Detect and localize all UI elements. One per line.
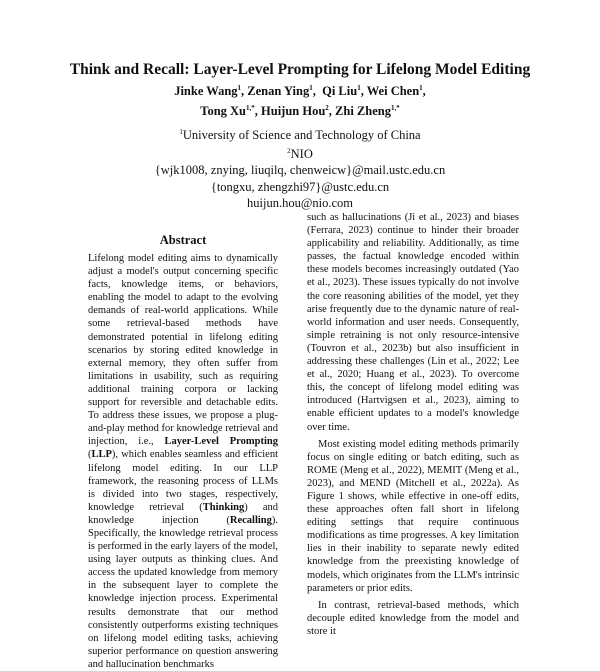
affiliation-2: $^2$NIO [287,147,313,162]
author-line-2 [90,100,510,120]
affiliation-1: $^1$University of Science and Technology of China [179,128,421,142]
affiliations [100,124,500,211]
author-line-1 [90,80,510,100]
email-line-3: huijun.hou@nio.com [247,195,353,210]
intro-paragraph-3: In contrast, retrieval-based methods, which decouple edited knowledge from the model and store it [307,599,519,637]
intro-paragraph-2: Most existing model editing methods primarily focus on single editing or batch editing, such as ROME (Meng et al., 2022), MEMIT (Meng et al., 2023), and MEND (Mitchell et al., 2022a). As Figure 1 shows, while effective in one-off edits, these approaches often fall short in lifelong editing settings that require continuous modifications as time progresses. A key limitation lies in their inability to separate newly edited knowledge from the preexisting knowledge of models, which originates from the LLM's intrinsic parameters or prior edits. [307,438,519,594]
email-line-1: {wjk1008, znying, liuqilq, chenweicw}@mail.ustc.edu.cn [154,163,446,178]
abstract-heading: Abstract [159,233,207,247]
paper-title: Think and Recall: Layer-Level Prompting for Lifelong Model Editing [69,61,531,78]
author: Tong $Xu^{1,*}$, [200,104,262,118]
intro-column [307,211,519,638]
author: Jinke Wang$^1$, [174,84,248,98]
email-line-2: {tongxu, zhengzhi97}@ustc.edu.cn [210,179,390,194]
author: Zenan Ying$^1$, [247,84,323,98]
intro-paragraph-1: such as hallucinations (Ji et al., 2023) and biases (Ferrara, 2023) continue to hinder their broader applicability and reliability. Additionally, as time passes, the factual knowledge encoded within these models becomes increasingly outdated (Yao et al., 2023). These issues typically do not involve the core reasoning abilities of the model, yet they arise frequently due to the dynamic nature of real-world information and user needs. Consequently, simple retraining is not only resource-intensive (Touvron et al., 2023b) but also insufficient in addressing these challenges (Lin et al., 2022; Lee et al., 2020; Huang et al., 2023). To overcome this, the concept of lifelong model editing was introduced (Hartvigsen et al., 2023), aiming to enable efficient updates to a model's knowledge over time. [307,212,519,433]
author: Wei Chen$^1$, [366,84,426,98]
author: Zhi Zheng$^{1,*}$ [335,104,400,118]
author: Qi Liu$^1$, [322,84,367,98]
abstract-text: Lifelong model editing aims to dynamically adjust a model's output concerning specific facts, knowledge items, or behaviors, enabling the model to adapt to the evolving demands of real-world applications. While some retrieval-based methods have demonstrated potential in lifelong editing scenarios by storing edited knowledge in external memory, they often suffer from limitations in usability, such as requiring additional training corpora or lacking support for reversible and detachable edits. To address these issues, we propose a plug-and-play method for knowledge retrieval and injection, i.e., Layer-Level Prompting (LLP), which enables seamless and efficient lifelong model editing. In our LLP framework, the reasoning process of LLMs is divided into two stages, respectively, knowledge retrieval (Thinking) and knowledge injection (Recalling). Specifically, the knowledge retrieval process is performed in the early layers of the model, using layer outputs as thinking clues. And access the updated knowledge from memory in the subsequent layer to complete the knowledge injection process. Experimental results demonstrate that our method consistently outperforms existing techniques on lifelong model editing tasks, achieving superior performance on question answering and hallucination benchmarks [88,253,278,670]
author-list [90,80,510,120]
author: Huijun Hou$^2$, [261,104,336,118]
